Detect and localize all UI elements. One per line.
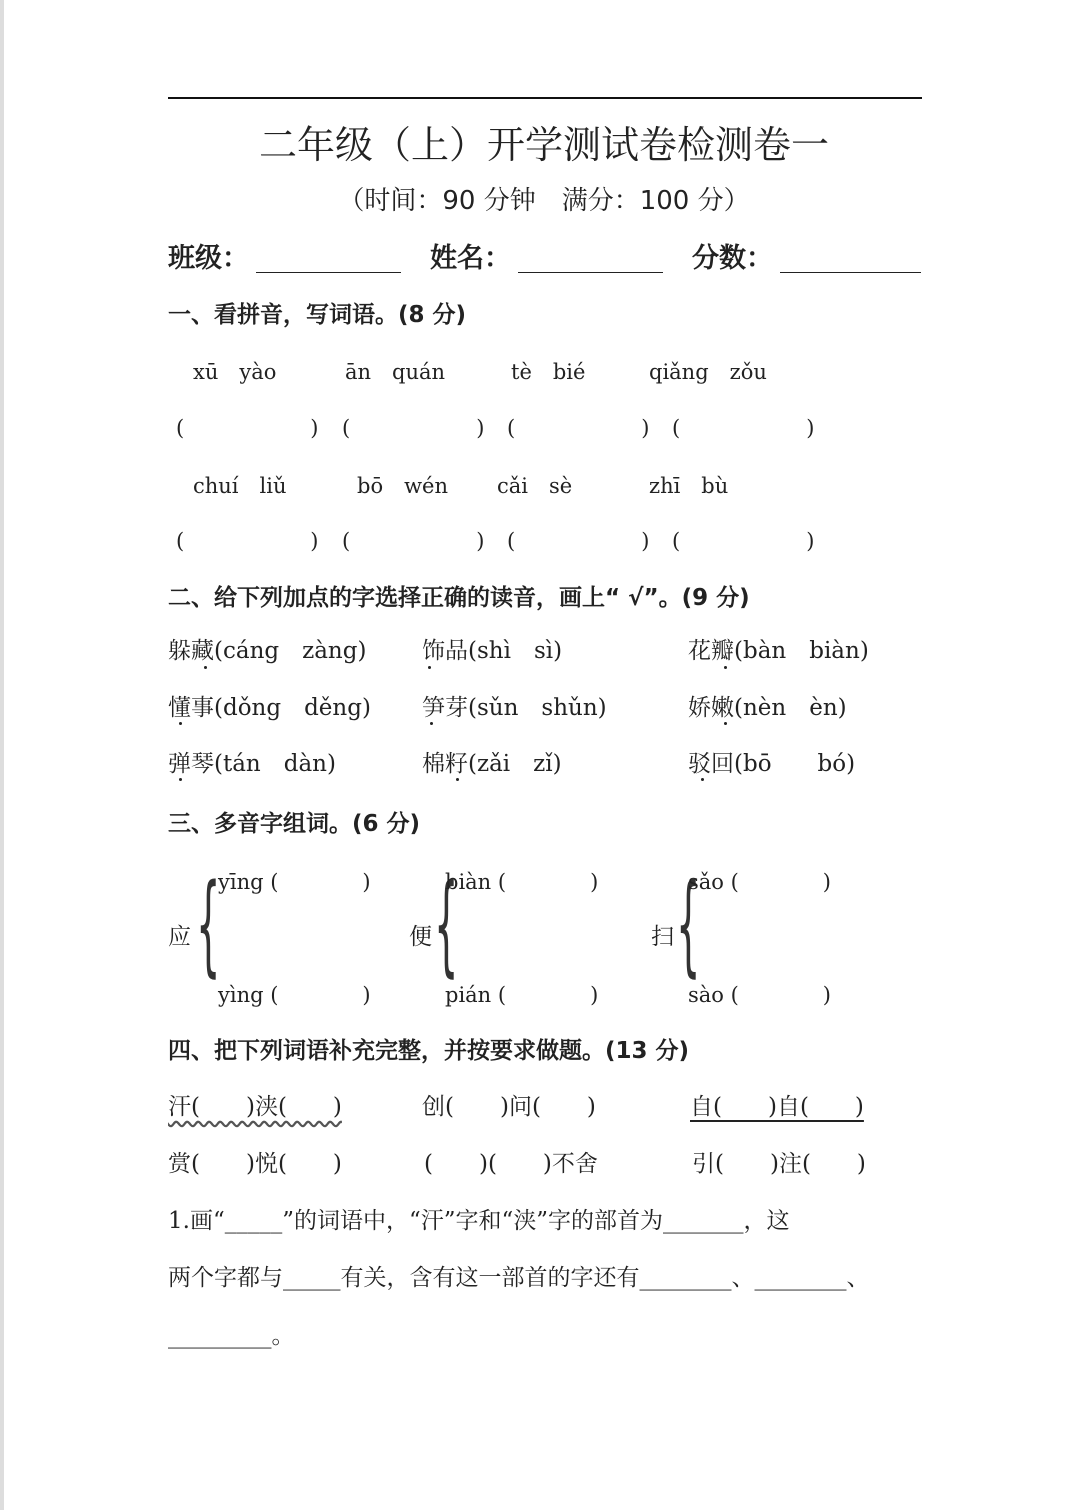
reading-item[interactable]: 懂事(dǒng děng) — [168, 695, 371, 721]
emphasis-dot — [430, 722, 433, 725]
section1-heading: 一、看拼音，写词语。(8 分) — [168, 302, 467, 328]
pinyin: ān quán — [345, 360, 446, 384]
pinyin: cǎi sè — [497, 474, 573, 498]
idiom-fill[interactable]: 引( )注( ) — [692, 1151, 866, 1177]
top-rule — [168, 97, 922, 99]
emphasis-dot — [204, 666, 207, 669]
polyphone-word[interactable]: yìng ( ) — [218, 983, 371, 1007]
pinyin: tè bié — [511, 360, 586, 384]
polyphone-word[interactable]: biàn ( ) — [445, 870, 599, 894]
reading-item[interactable]: 棉籽(zǎi zǐ) — [422, 751, 562, 777]
idiom-fill[interactable]: 创( )问( ) — [422, 1094, 596, 1120]
answer-paren[interactable]: ( ) — [342, 416, 485, 440]
class-blank[interactable] — [256, 272, 401, 273]
answer-paren[interactable]: ( ) — [672, 416, 815, 440]
question-text: 1.画“_____”的词语中，“汗”字和“浃”字的部首为_______，这 — [168, 1208, 790, 1234]
brace-icon: { — [196, 860, 221, 988]
polyphone-char: 扫 — [651, 924, 674, 950]
emphasis-dot — [179, 778, 182, 781]
emphasis-dot — [724, 666, 727, 669]
emphasis-dot — [701, 778, 704, 781]
answer-paren[interactable]: ( ) — [176, 416, 319, 440]
score-label: 分数： — [692, 243, 773, 274]
brace-icon: { — [434, 860, 459, 988]
exam-subtitle: （时间：90 分钟 满分：100 分） — [338, 186, 750, 216]
idiom-fill[interactable]: ( )( )不舍 — [424, 1151, 598, 1177]
emphasis-dot — [179, 722, 182, 725]
section3-heading: 三、多音字组词。(6 分) — [168, 811, 421, 837]
reading-item[interactable]: 弹琴(tán dàn) — [168, 751, 336, 777]
answer-paren[interactable]: ( ) — [342, 529, 485, 553]
emphasis-dot — [428, 666, 431, 669]
idiom-fill[interactable]: 汗( )浃( ) — [168, 1094, 342, 1120]
reading-item[interactable]: 花瓣(bàn biàn) — [688, 638, 869, 664]
question-text: 两个字都与_____有关，含有这一部首的字还有________、________、 — [168, 1265, 870, 1291]
polyphone-word[interactable]: pián ( ) — [445, 983, 599, 1007]
name-label: 姓名： — [430, 243, 511, 274]
pinyin: zhī bù — [649, 474, 729, 498]
reading-item[interactable]: 躲藏(cáng zàng) — [168, 638, 367, 664]
reading-item[interactable]: 娇嫩(nèn èn) — [688, 695, 847, 721]
answer-paren[interactable]: ( ) — [507, 416, 650, 440]
answer-paren[interactable]: ( ) — [176, 529, 319, 553]
idiom-fill[interactable]: 赏( )悦( ) — [168, 1151, 342, 1177]
polyphone-word[interactable]: yīng ( ) — [218, 870, 371, 894]
brace-icon: { — [676, 860, 701, 988]
polyphone-word[interactable]: sǎo ( ) — [688, 870, 832, 894]
name-blank[interactable] — [518, 272, 663, 273]
reading-item[interactable]: 驳回(bō bó) — [688, 751, 856, 777]
idiom-fill[interactable]: 自( )自( ) — [690, 1094, 864, 1120]
polyphone-char: 便 — [409, 924, 432, 950]
emphasis-dot — [724, 722, 727, 725]
section2-heading: 二、给下列加点的字选择正确的读音，画上“ √”。(9 分) — [168, 585, 750, 611]
score-blank[interactable] — [780, 272, 921, 273]
section4-heading: 四、把下列词语补充完整，并按要求做题。(13 分) — [168, 1038, 690, 1064]
pinyin: qiǎng zǒu — [649, 360, 767, 384]
reading-item[interactable]: 饰品(shì sì) — [422, 638, 563, 664]
class-label: 班级： — [168, 243, 249, 274]
pinyin: chuí liǔ — [193, 474, 287, 498]
pinyin: xū yào — [193, 360, 277, 384]
question-text: _________。 — [168, 1323, 295, 1349]
emphasis-dot — [456, 778, 459, 781]
page-title: 二年级（上）开学测试卷检测卷一 — [258, 123, 829, 167]
answer-paren[interactable]: ( ) — [672, 529, 815, 553]
polyphone-word[interactable]: sào ( ) — [688, 983, 832, 1007]
answer-paren[interactable]: ( ) — [507, 529, 650, 553]
pinyin: bō wén — [357, 474, 449, 498]
polyphone-char: 应 — [168, 924, 191, 950]
reading-item[interactable]: 笋芽(sǔn shǔn) — [422, 695, 607, 721]
